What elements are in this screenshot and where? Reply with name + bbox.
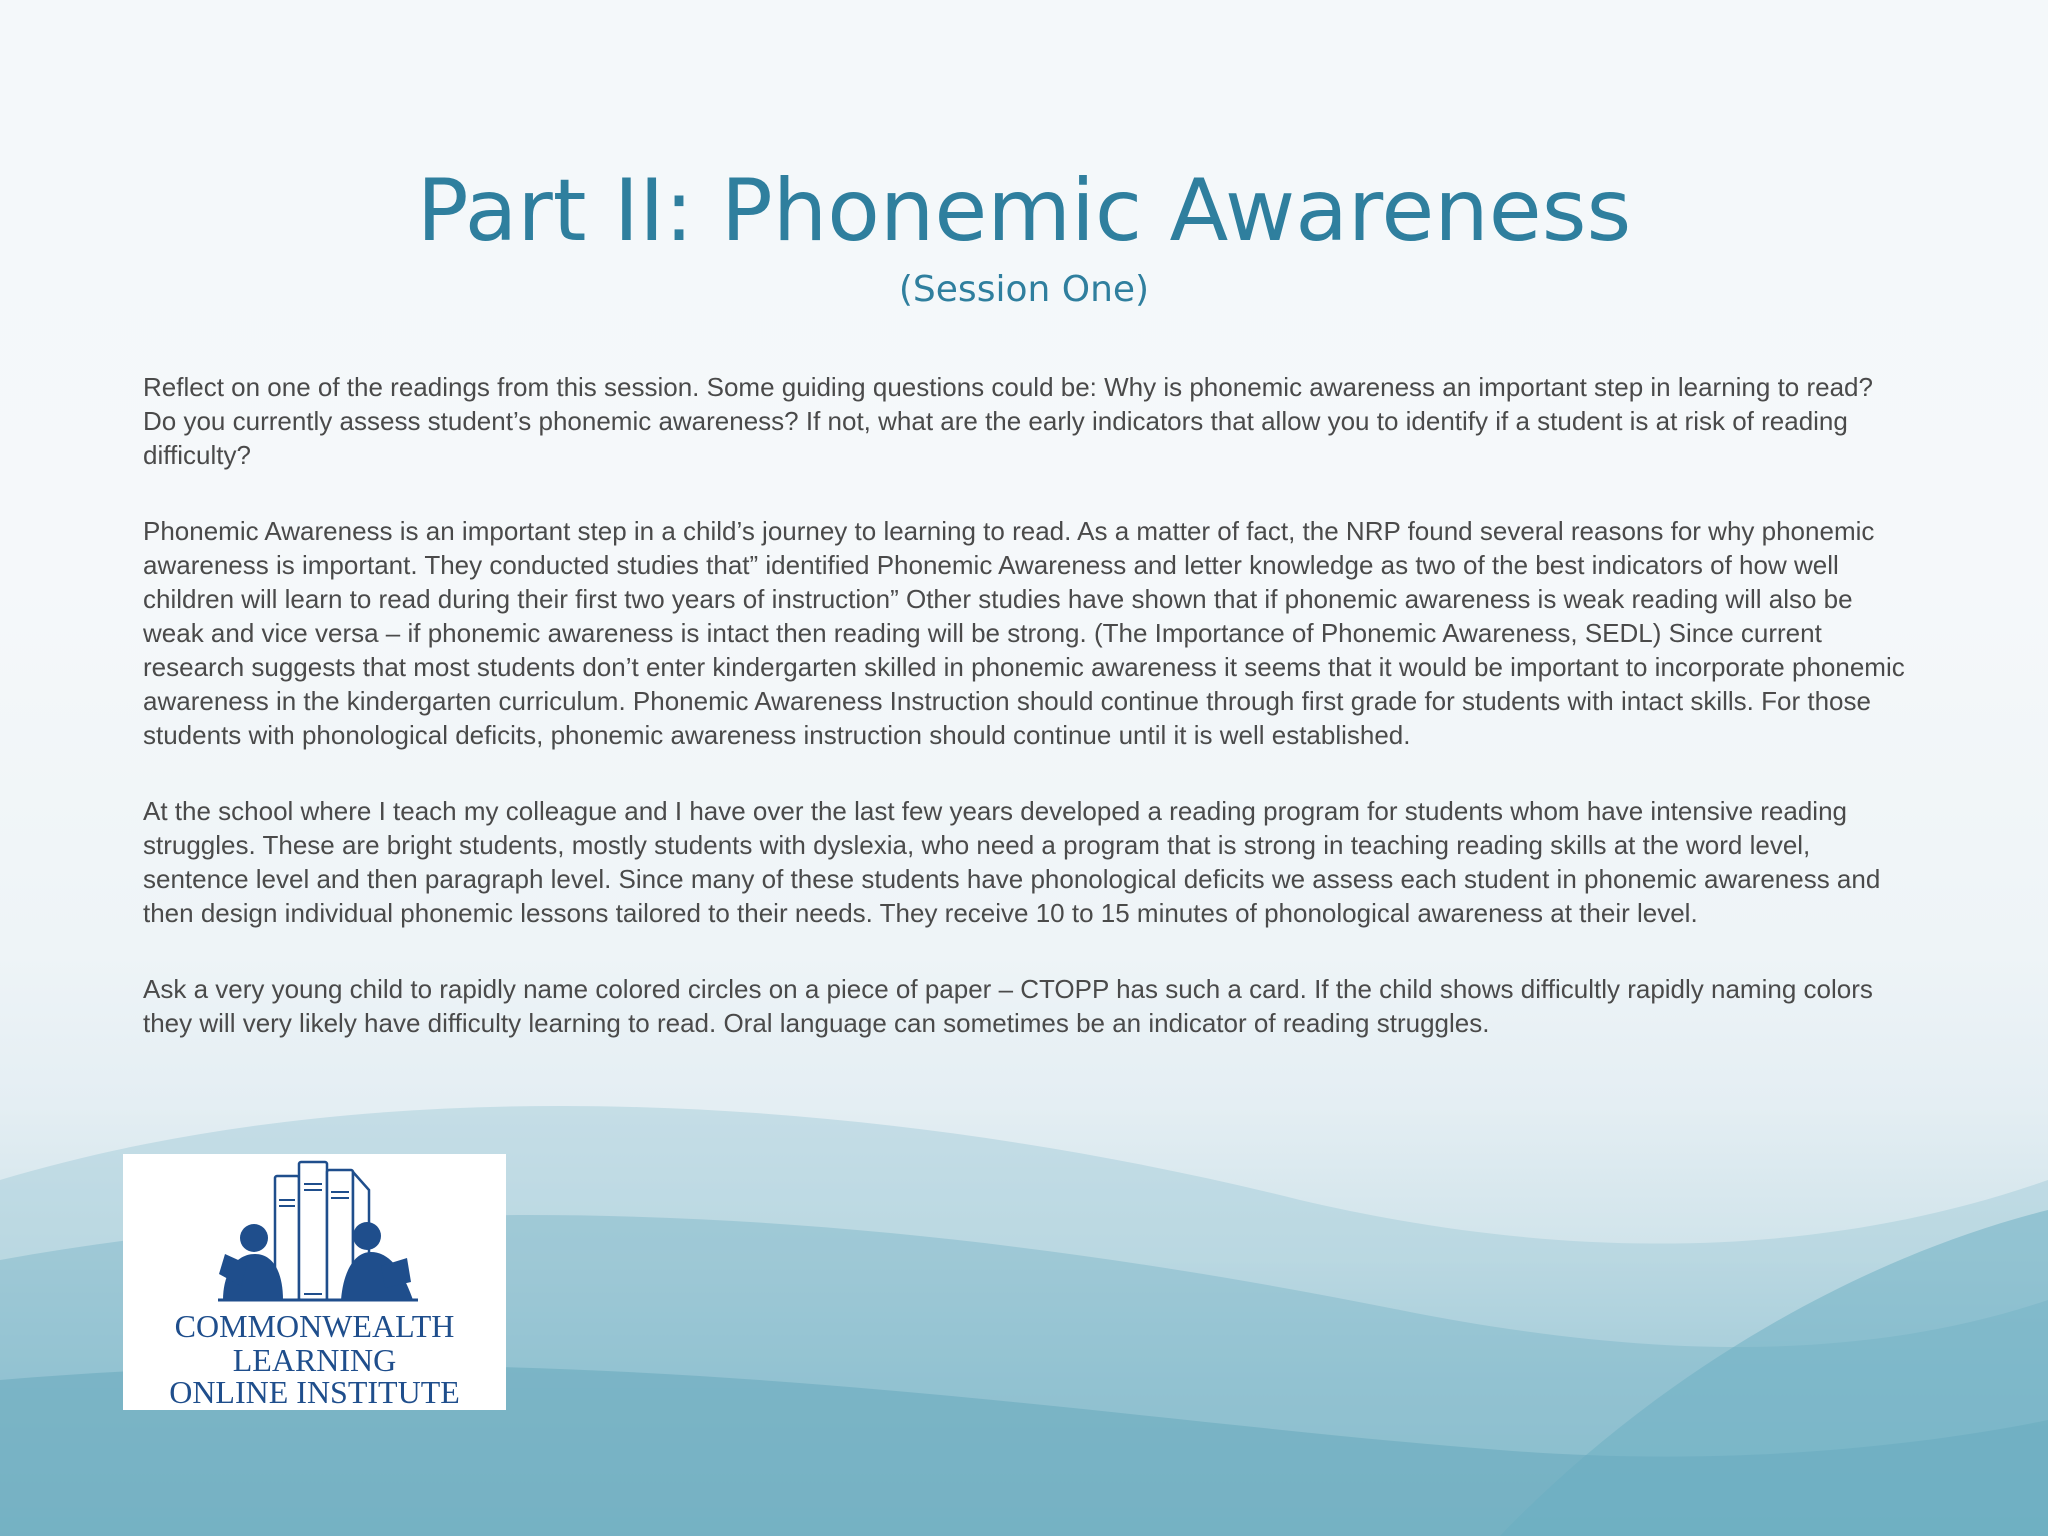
paragraph-early-indicators: Ask a very young child to rapidly name colored circles on a piece of paper – CTOPP has such a card. If the child shows difficultly rapidly naming colors they will very likely have difficulty learning to read. Oral language can sometimes be an indicator of reading struggles. xyxy=(143,974,1873,1038)
books-and-readers-icon xyxy=(123,1154,506,1314)
slide-body xyxy=(143,370,1913,1082)
institute-logo xyxy=(123,1154,506,1410)
logo-text-line2: LEARNING xyxy=(232,1342,397,1378)
paragraph-importance: Phonemic Awareness is an important step in a child’s journey to learning to read. As a matter of fact, the NRP found several reasons for why phonemic awareness is important. They conducted studies that” identified Phonemic Awareness and letter knowledge as two of the best indicators of how well children will learn to read during their first two years of instruction” Other studies have shown that if phonemic awareness is weak reading will also be weak and vice versa – if phonemic awareness is intact then reading will be strong. (The Importance of Phonemic Awareness, SEDL) Since current research suggests that most students don’t enter kindergarten skilled in phonemic awareness it seems that it would be important to incorporate phonemic awareness in the kindergarten curriculum. Phonemic Awareness Instruction should continue through first grade for students with intact skills. For those students with phonological deficits, phonemic awareness instruction should continue until it is well established. xyxy=(143,516,1905,750)
logo-text-line3: ONLINE INSTITUTE xyxy=(169,1374,460,1410)
slide-title: Part II: Phonemic Awareness xyxy=(416,161,1632,261)
paragraph-prompt: Reflect on one of the readings from this session. Some guiding questions could be: Why is phonemic awareness an important step in learning to read? Do you currently assess student’s phonemic awareness? If not, what are the early indicators that allow you to identify if a student is at risk of reading difficulty? xyxy=(143,372,1873,470)
slide-subtitle: (Session One) xyxy=(898,269,1150,310)
logo-text-line1: COMMONWEALTH xyxy=(174,1308,455,1344)
paragraph-school-program: At the school where I teach my colleague and I have over the last few years developed a reading program for students whom have intensive reading struggles. These are bright students, mostly students with dyslexia, who need a program that is strong in teaching reading skills at the word level, sentence level and then paragraph level. Since many of these students have phonological deficits we assess each student in phonemic awareness and then design individual phonemic lessons tailored to their needs. They receive 10 to 15 minutes of phonological awareness at their level. xyxy=(143,796,1881,928)
